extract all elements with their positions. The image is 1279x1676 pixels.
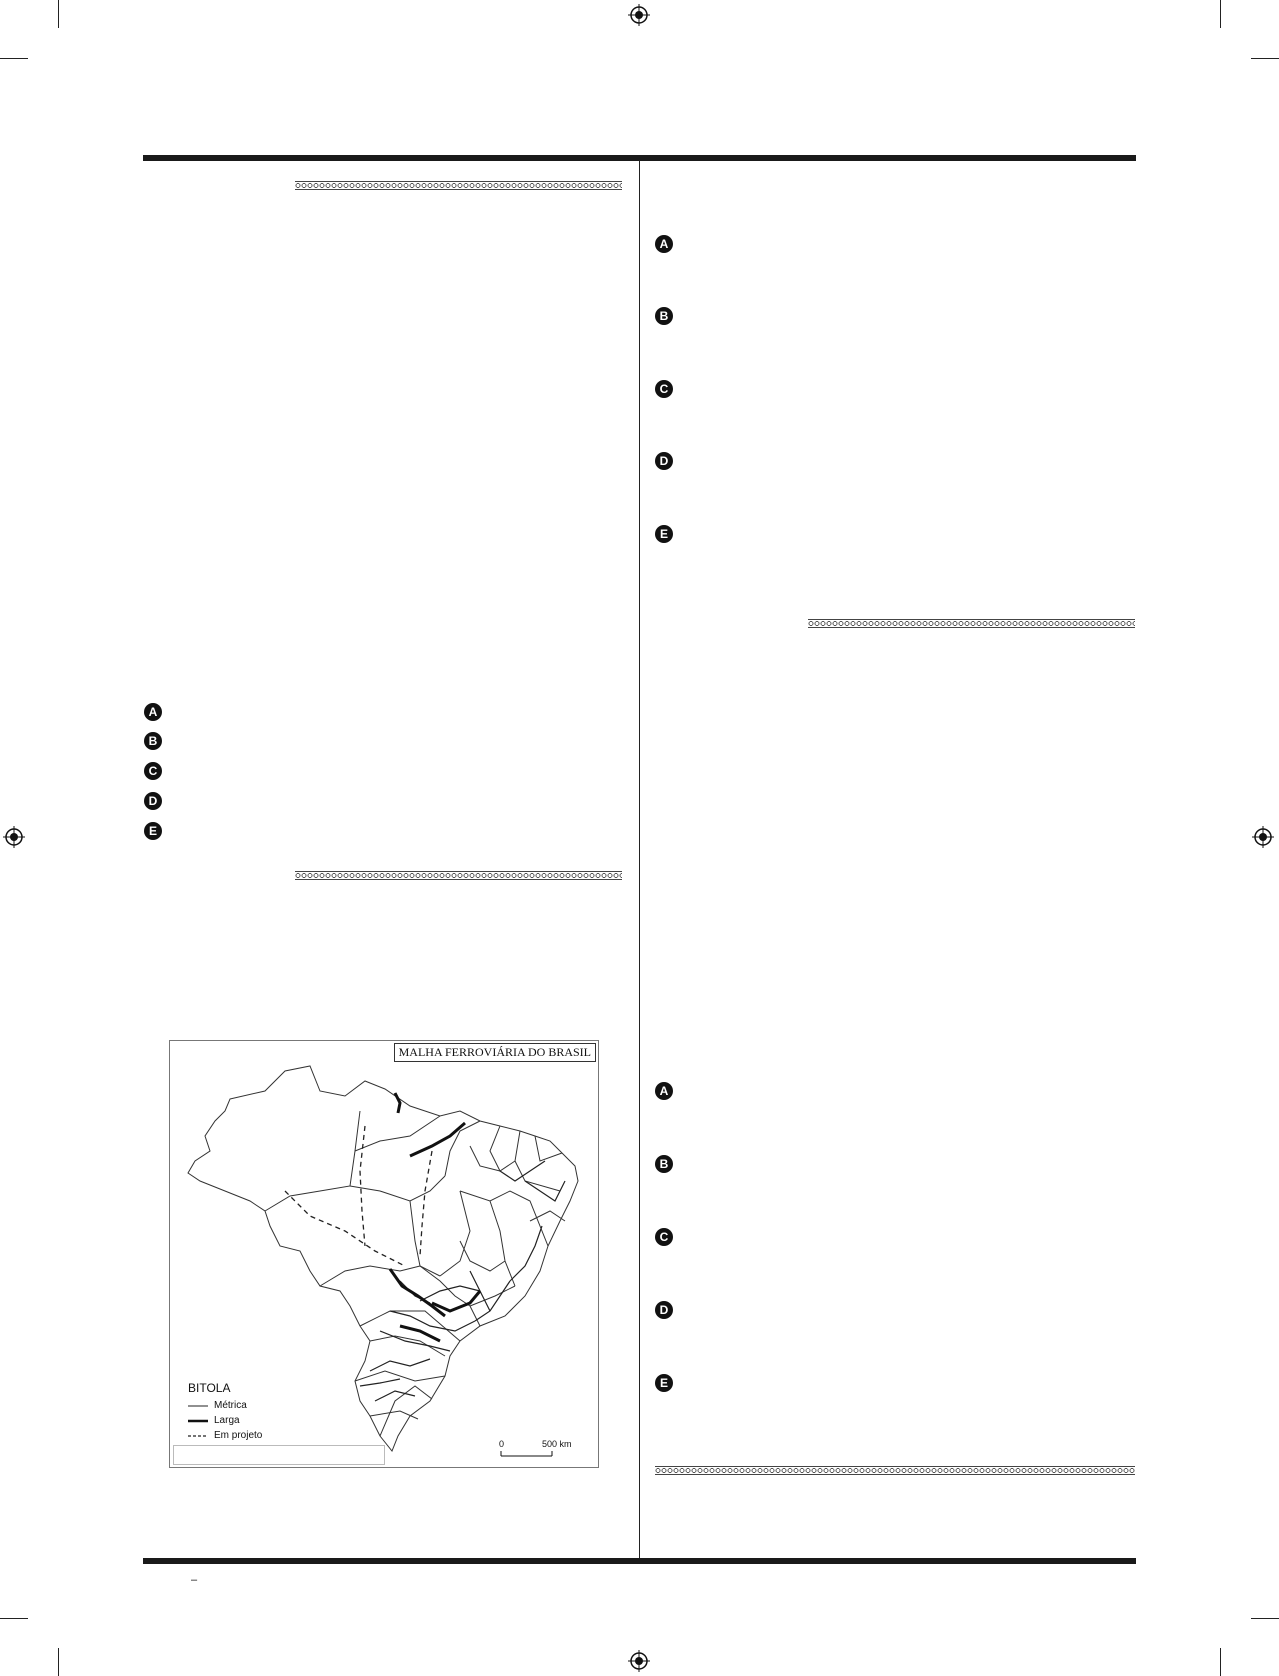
page-number: – bbox=[191, 1574, 198, 1586]
option-b-icon[interactable]: B bbox=[655, 307, 673, 325]
crop-mark bbox=[1251, 1618, 1279, 1619]
registration-mark-icon bbox=[628, 1650, 650, 1672]
question-header-divider bbox=[808, 619, 1135, 628]
thin-line-icon bbox=[188, 1403, 208, 1409]
legend-item-broad bbox=[188, 1413, 262, 1428]
thick-line-icon bbox=[188, 1418, 208, 1424]
legend-item-metric bbox=[188, 1398, 262, 1413]
option-c-icon[interactable]: C bbox=[144, 762, 162, 780]
question-header-divider bbox=[655, 1466, 1135, 1475]
question-header-divider bbox=[295, 871, 622, 880]
option-b-icon[interactable]: B bbox=[144, 732, 162, 750]
crop-mark bbox=[0, 1618, 28, 1619]
column-divider bbox=[639, 160, 640, 1558]
dashed-line-icon bbox=[188, 1433, 208, 1439]
map-title: MALHA FERROVIÁRIA DO BRASIL bbox=[394, 1043, 596, 1062]
legend-title: BITOLA bbox=[188, 1381, 231, 1395]
legend-label: Métrica bbox=[214, 1400, 247, 1411]
option-e-icon[interactable]: E bbox=[144, 822, 162, 840]
question-header-divider bbox=[295, 181, 622, 190]
registration-mark-icon bbox=[628, 4, 650, 26]
option-a-icon[interactable]: A bbox=[655, 1082, 673, 1100]
railway-map-figure bbox=[169, 1040, 599, 1468]
option-e-icon[interactable]: E bbox=[655, 525, 673, 543]
option-d-icon[interactable]: D bbox=[655, 452, 673, 470]
option-c-icon[interactable]: C bbox=[655, 1228, 673, 1246]
scale-bar-icon bbox=[500, 1451, 560, 1457]
option-d-icon[interactable]: D bbox=[655, 1301, 673, 1319]
option-b-icon[interactable]: B bbox=[655, 1155, 673, 1173]
bottom-rule bbox=[143, 1558, 1136, 1564]
crop-mark bbox=[58, 0, 59, 28]
option-a-icon[interactable]: A bbox=[655, 235, 673, 253]
map-legend bbox=[188, 1381, 262, 1443]
figure-caption-box bbox=[173, 1445, 385, 1465]
option-c-icon[interactable]: C bbox=[655, 380, 673, 398]
option-a-icon[interactable]: A bbox=[144, 703, 162, 721]
crop-mark bbox=[1251, 58, 1279, 59]
option-d-icon[interactable]: D bbox=[144, 792, 162, 810]
crop-mark bbox=[1220, 1648, 1221, 1676]
scale-end: 500 km bbox=[542, 1439, 572, 1449]
legend-label: Larga bbox=[214, 1415, 240, 1426]
option-e-icon[interactable]: E bbox=[655, 1374, 673, 1392]
crop-mark bbox=[58, 1648, 59, 1676]
scale-start: 0 bbox=[499, 1439, 505, 1449]
crop-mark bbox=[0, 58, 28, 59]
registration-mark-icon bbox=[1252, 826, 1274, 848]
legend-item-project bbox=[188, 1428, 262, 1443]
legend-label: Em projeto bbox=[214, 1430, 263, 1441]
registration-mark-icon bbox=[3, 826, 25, 848]
crop-mark bbox=[1220, 0, 1221, 28]
